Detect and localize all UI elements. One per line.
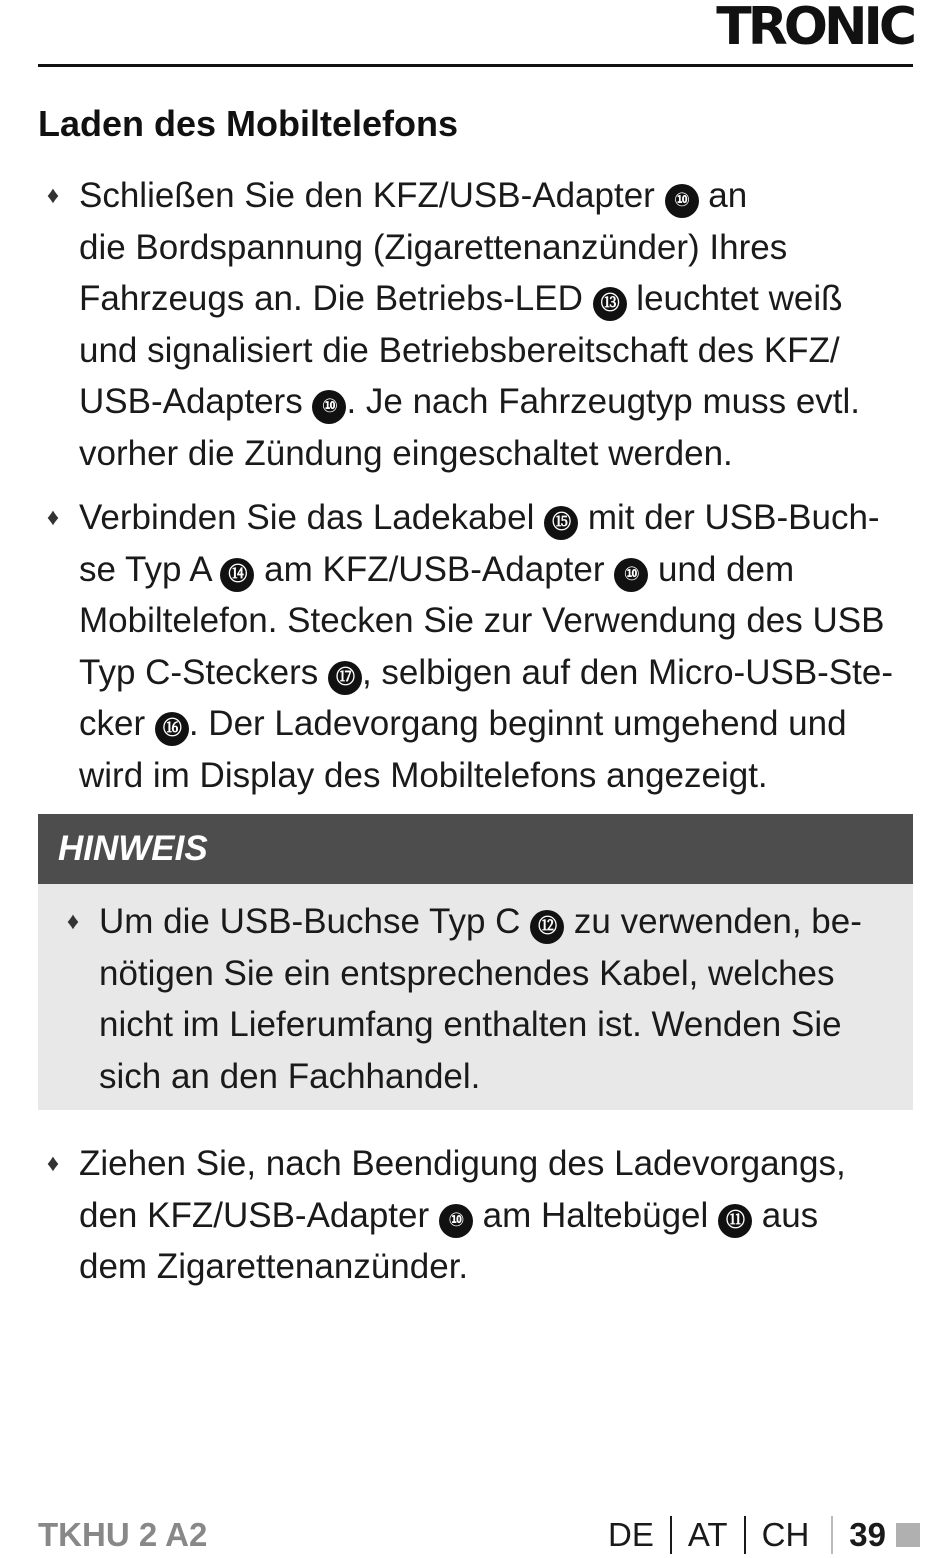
list-item — [38, 1138, 913, 1293]
reference-number-badge: ⑯ — [155, 712, 189, 746]
separator — [831, 1516, 833, 1554]
text-line — [79, 595, 913, 647]
text-line — [79, 698, 913, 750]
brand-logo: TRONIC — [716, 0, 913, 57]
text-line — [99, 948, 903, 1000]
text-line — [79, 492, 913, 544]
diamond-bullet-icon: ♦ — [66, 908, 80, 935]
text-line — [79, 170, 913, 222]
text-segment: am Haltebügel — [472, 1195, 719, 1235]
diamond-bullet-icon: ♦ — [46, 504, 60, 531]
text-segment: am KFZ/USB-Adapter — [254, 549, 615, 589]
reference-number-badge: ⑪ — [718, 1204, 752, 1238]
text-line — [79, 647, 913, 699]
text-line — [99, 896, 903, 948]
text-segment: und dem — [648, 549, 795, 589]
header-rule — [38, 64, 913, 67]
bullet-list-2 — [38, 492, 913, 801]
text-line — [79, 1138, 913, 1190]
text-line — [79, 750, 913, 802]
square-marker-icon — [896, 1523, 920, 1547]
reference-number-badge: ⑩ — [312, 390, 346, 424]
language-ch: CH — [761, 1516, 810, 1553]
text-segment: vorher die Zündung eingeschaltet werden. — [79, 433, 733, 473]
text-line — [79, 428, 913, 480]
reference-number-badge: ⑰ — [328, 661, 362, 695]
note-title: HINWEIS — [58, 829, 208, 868]
language-de: DE — [608, 1516, 654, 1553]
text-line — [79, 1190, 913, 1242]
text-segment: Fahrzeugs an. Die Betriebs-LED — [79, 279, 593, 318]
text-segment: sich an den Fachhandel. — [99, 1056, 481, 1096]
section-title: Laden des Mobiltelefons — [38, 103, 459, 144]
text-segment: Typ C-Steckers — [79, 652, 328, 692]
footer-nav — [608, 1512, 920, 1558]
text-line — [99, 999, 903, 1051]
text-line — [79, 1241, 913, 1293]
text-line — [79, 273, 913, 325]
reference-number-badge: ⑩ — [665, 184, 699, 218]
text-segment: se Typ A — [79, 549, 221, 589]
text-line — [79, 544, 913, 596]
text-segment: und signalisiert die Betriebsbereitschaft des KFZ/ — [79, 330, 840, 370]
text-segment: . Je nach Fahrzeugtyp muss evtl. — [346, 382, 861, 421]
paragraph — [79, 492, 913, 801]
text-segment: wird im Display des Mobiltelefons angezeigt. — [79, 755, 768, 795]
text-segment: Ziehen Sie, nach Beendigung des Ladevorgangs, — [79, 1144, 846, 1183]
diamond-bullet-icon: ♦ — [46, 182, 60, 209]
note-body — [38, 884, 913, 1110]
text-line — [79, 222, 913, 274]
text-segment: . Der Ladevorgang beginnt umgehend und — [188, 704, 847, 743]
text-segment: aus — [752, 1195, 819, 1235]
text-segment: leuchtet weiß — [626, 279, 843, 318]
reference-number-badge: ⑫ — [530, 910, 564, 944]
text-line — [79, 325, 913, 377]
paragraph — [99, 896, 903, 1102]
page-number: 39 — [849, 1516, 886, 1553]
text-segment: nötigen Sie ein entsprechendes Kabel, welches — [99, 953, 835, 993]
reference-number-badge: ⑭ — [220, 558, 254, 592]
reference-number-badge: ⑬ — [593, 287, 627, 321]
diamond-bullet-icon: ♦ — [46, 1150, 60, 1177]
reference-number-badge: ⑮ — [544, 506, 578, 540]
text-segment: den KFZ/USB-Adapter — [79, 1195, 439, 1235]
list-item — [38, 492, 913, 801]
reference-number-badge: ⑩ — [439, 1204, 473, 1238]
bullet-list-1 — [38, 170, 913, 479]
text-segment: die Bordspannung (Zigarettenanzünder) Ihres — [79, 227, 788, 267]
reference-number-badge: ⑩ — [614, 558, 648, 592]
text-segment: mit der USB-Buch- — [578, 498, 880, 537]
note-header — [38, 814, 913, 884]
text-line — [79, 376, 913, 428]
text-segment: zu verwenden, be- — [564, 902, 862, 941]
text-segment: Schließen Sie den KFZ/USB-Adapter — [79, 176, 665, 215]
paragraph — [79, 170, 913, 479]
list-item — [38, 170, 913, 479]
text-segment: dem Zigarettenanzünder. — [79, 1247, 469, 1286]
text-segment: Verbinden Sie das Ladekabel — [79, 498, 545, 537]
text-segment: an — [698, 176, 748, 215]
text-line — [99, 1051, 903, 1103]
text-segment: cker — [79, 704, 155, 743]
footer-model: TKHU 2 A2 — [38, 1516, 208, 1553]
text-segment: , selbigen auf den Micro-USB-Ste- — [361, 652, 894, 692]
paragraph — [79, 1138, 913, 1293]
bullet-list-3 — [38, 1138, 913, 1293]
separator — [670, 1516, 672, 1554]
text-segment: nicht im Lieferumfang enthalten ist. Wenden Sie — [99, 1005, 842, 1044]
list-item — [58, 896, 903, 1102]
text-segment: Um die USB-Buchse Typ C — [99, 902, 531, 941]
language-at: AT — [687, 1516, 728, 1553]
separator — [744, 1516, 746, 1554]
text-segment: Mobiltelefon. Stecken Sie zur Verwendung des USB — [79, 601, 885, 640]
text-segment: USB-Adapters — [79, 382, 313, 421]
